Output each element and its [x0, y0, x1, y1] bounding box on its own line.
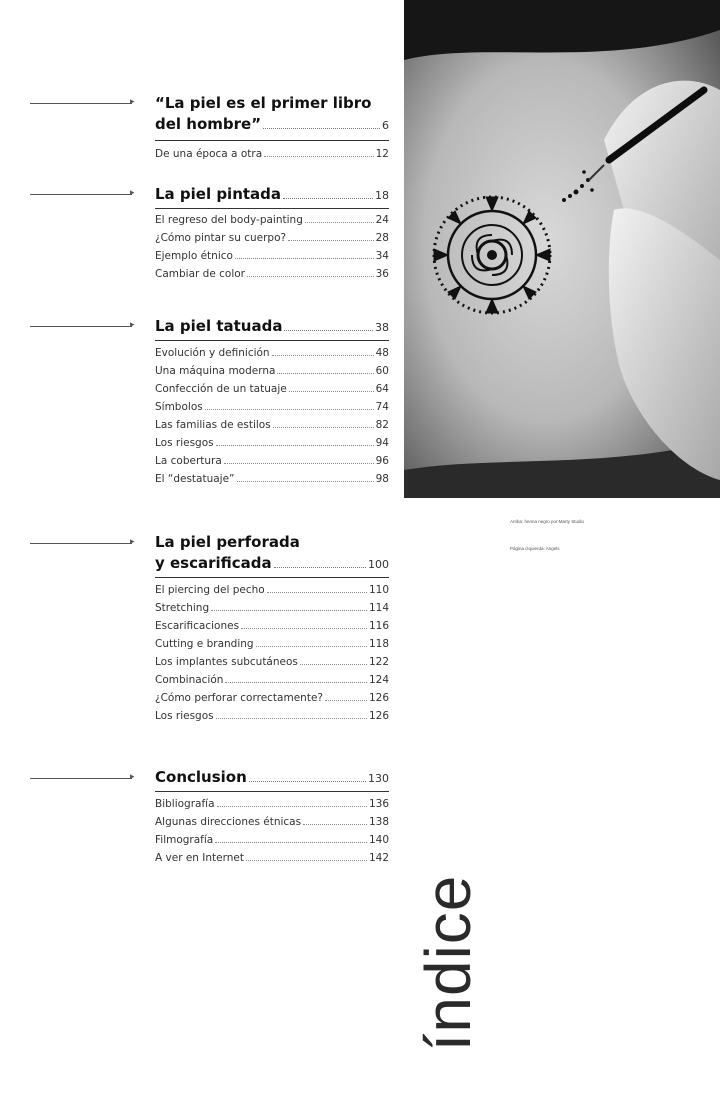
- item-label: ¿Cómo pintar su cuerpo?: [155, 232, 287, 244]
- page-number: 96: [375, 455, 389, 467]
- page-number: 18: [375, 189, 389, 202]
- leader-dots: [215, 842, 367, 843]
- leader-dots: [225, 682, 367, 683]
- page-number: 6: [382, 119, 389, 132]
- page-number: 130: [368, 772, 389, 785]
- item-label: Los implantes subcutáneos: [155, 656, 298, 668]
- toc-item[interactable]: [155, 831, 389, 849]
- item-label: Una máquina moderna: [155, 365, 276, 377]
- leader-dots: [217, 806, 367, 807]
- page-number: 142: [368, 852, 389, 864]
- photo-caption: Página izquierda: Angels: [510, 546, 560, 551]
- item-label: A ver en Internet: [155, 852, 244, 864]
- leader-dots: [235, 258, 374, 259]
- item-label: Las familias de estilos: [155, 419, 271, 431]
- toc-item[interactable]: [155, 434, 389, 452]
- leader-dots: [264, 156, 374, 157]
- item-label: De una época a otra: [155, 148, 263, 160]
- item-label: Cutting e branding: [155, 638, 254, 650]
- leader-dots: [237, 481, 374, 482]
- arrow-head-icon: ▸: [130, 97, 135, 107]
- heading-line: La piel pintada: [155, 185, 282, 203]
- item-label: Ejemplo étnico: [155, 250, 233, 262]
- page-number: 126: [368, 710, 389, 722]
- leader-dots: [325, 700, 367, 701]
- arrow-line: [30, 326, 132, 327]
- leader-dots: [216, 718, 367, 719]
- toc-item[interactable]: [155, 653, 389, 671]
- page-number: 36: [375, 268, 389, 280]
- toc-item[interactable]: [155, 813, 389, 831]
- leader-dots: [288, 240, 374, 241]
- item-label: El regreso del body-painting: [155, 214, 303, 226]
- arrow-head-icon: ▸: [130, 537, 135, 547]
- leader-dots: [303, 824, 367, 825]
- page-number: 64: [375, 383, 389, 395]
- page-number: 82: [375, 419, 389, 431]
- arrow-line: [30, 103, 132, 104]
- page-number: 98: [375, 473, 389, 485]
- item-label: Símbolos: [155, 401, 203, 413]
- page-number: 38: [375, 321, 389, 334]
- toc-item[interactable]: [155, 617, 389, 635]
- arrow-head-icon: ▸: [130, 772, 135, 782]
- item-label: El “destatuaje”: [155, 473, 235, 485]
- item-label: Los riesgos: [155, 710, 214, 722]
- arrow-line: [30, 543, 132, 544]
- section-items: [155, 211, 389, 283]
- leader-dots: [277, 373, 373, 374]
- item-label: Filmografía: [155, 834, 214, 846]
- page-number: 122: [368, 656, 389, 668]
- toc-item[interactable]: [155, 599, 389, 617]
- section-rule: [155, 208, 389, 209]
- toc-item[interactable]: [155, 380, 389, 398]
- toc-item[interactable]: [155, 362, 389, 380]
- vertical-title-text: índice: [412, 874, 484, 1052]
- heading-line: La piel tatuada: [155, 317, 283, 335]
- item-label: ¿Cómo perforar correctamente?: [155, 692, 323, 704]
- leader-dots: [272, 355, 374, 356]
- arrow-line: [30, 194, 132, 195]
- page-number: 138: [368, 816, 389, 828]
- leader-dots: [241, 628, 367, 629]
- page-number: 140: [368, 834, 389, 846]
- section-items: [155, 344, 389, 488]
- section-heading[interactable]: [155, 767, 389, 789]
- heading-line: La piel perforada: [155, 533, 300, 551]
- page-number: 94: [375, 437, 389, 449]
- page-number: 124: [368, 674, 389, 686]
- vertical-title: [412, 868, 484, 1058]
- leader-dots: [256, 646, 367, 647]
- item-label: Stretching: [155, 602, 210, 614]
- section-heading[interactable]: [155, 93, 389, 136]
- leader-dots: [267, 592, 367, 593]
- section-items: [155, 581, 389, 725]
- page-number: 116: [368, 620, 389, 632]
- leader-dots: [249, 781, 366, 782]
- toc-item[interactable]: [155, 470, 389, 488]
- section-rule: [155, 791, 389, 792]
- toc-item[interactable]: [155, 229, 389, 247]
- leader-dots: [305, 222, 374, 223]
- leader-dots: [263, 128, 380, 129]
- leader-dots: [283, 198, 373, 199]
- toc-item[interactable]: [155, 145, 389, 163]
- heading-line: y escarificada: [155, 554, 272, 572]
- leader-dots: [205, 409, 374, 410]
- section-rule: [155, 340, 389, 341]
- toc-item[interactable]: [155, 452, 389, 470]
- leader-dots: [216, 445, 374, 446]
- leader-dots: [300, 664, 367, 665]
- item-label: Bibliografía: [155, 798, 215, 810]
- section-items: [155, 145, 389, 163]
- page-number: 126: [368, 692, 389, 704]
- item-label: Los riesgos: [155, 437, 214, 449]
- leader-dots: [224, 463, 374, 464]
- item-label: El piercing del pecho: [155, 584, 265, 596]
- page-number: 48: [375, 347, 389, 359]
- page-number: 118: [368, 638, 389, 650]
- toc-item[interactable]: [155, 265, 389, 283]
- item-label: La cobertura: [155, 455, 222, 467]
- henna-tattoo-photo: [404, 0, 720, 498]
- page-number: 34: [375, 250, 389, 262]
- section-rule: [155, 140, 389, 141]
- page-number: 24: [375, 214, 389, 226]
- page-number: 100: [368, 558, 389, 571]
- leader-dots: [289, 391, 374, 392]
- toc-item[interactable]: [155, 247, 389, 265]
- toc-item[interactable]: [155, 635, 389, 653]
- toc-item[interactable]: [155, 211, 389, 229]
- heading-line: del hombre”: [155, 115, 262, 133]
- heading-line: Conclusion: [155, 768, 247, 786]
- toc-item[interactable]: [155, 398, 389, 416]
- leader-dots: [211, 610, 367, 611]
- item-label: Evolución y definición: [155, 347, 270, 359]
- leader-dots: [273, 427, 374, 428]
- item-label: Combinación: [155, 674, 224, 686]
- arrow-head-icon: ▸: [130, 320, 135, 330]
- section-heading[interactable]: [155, 532, 389, 575]
- leader-dots: [284, 330, 373, 331]
- photo-caption: Arriba: henna negro por Marty Studio: [510, 519, 585, 524]
- toc-item[interactable]: [155, 707, 389, 725]
- heading-line: “La piel es el primer libro: [155, 94, 372, 112]
- page-number: 136: [368, 798, 389, 810]
- item-label: Confección de un tatuaje: [155, 383, 287, 395]
- section-items: [155, 795, 389, 867]
- toc-item[interactable]: [155, 849, 389, 867]
- page-number: 110: [368, 584, 389, 596]
- toc-item[interactable]: [155, 581, 389, 599]
- item-label: Escarificaciones: [155, 620, 240, 632]
- toc-item[interactable]: [155, 671, 389, 689]
- page-number: 12: [375, 148, 389, 160]
- arrow-head-icon: ▸: [130, 188, 135, 198]
- arrow-line: [30, 778, 132, 779]
- item-label: Cambiar de color: [155, 268, 245, 280]
- page-number: 60: [375, 365, 389, 377]
- section-heading[interactable]: [155, 184, 389, 206]
- leader-dots: [274, 567, 366, 568]
- page-number: 28: [375, 232, 389, 244]
- leader-dots: [246, 860, 367, 861]
- photo-illustration: [404, 0, 720, 498]
- item-label: Algunas direcciones étnicas: [155, 816, 302, 828]
- page-number: 114: [368, 602, 389, 614]
- toc-item[interactable]: [155, 416, 389, 434]
- toc-item[interactable]: [155, 689, 389, 707]
- toc-item[interactable]: [155, 795, 389, 813]
- page-number: 74: [375, 401, 389, 413]
- section-heading[interactable]: [155, 316, 389, 338]
- toc-item[interactable]: [155, 344, 389, 362]
- leader-dots: [247, 276, 374, 277]
- section-rule: [155, 577, 389, 578]
